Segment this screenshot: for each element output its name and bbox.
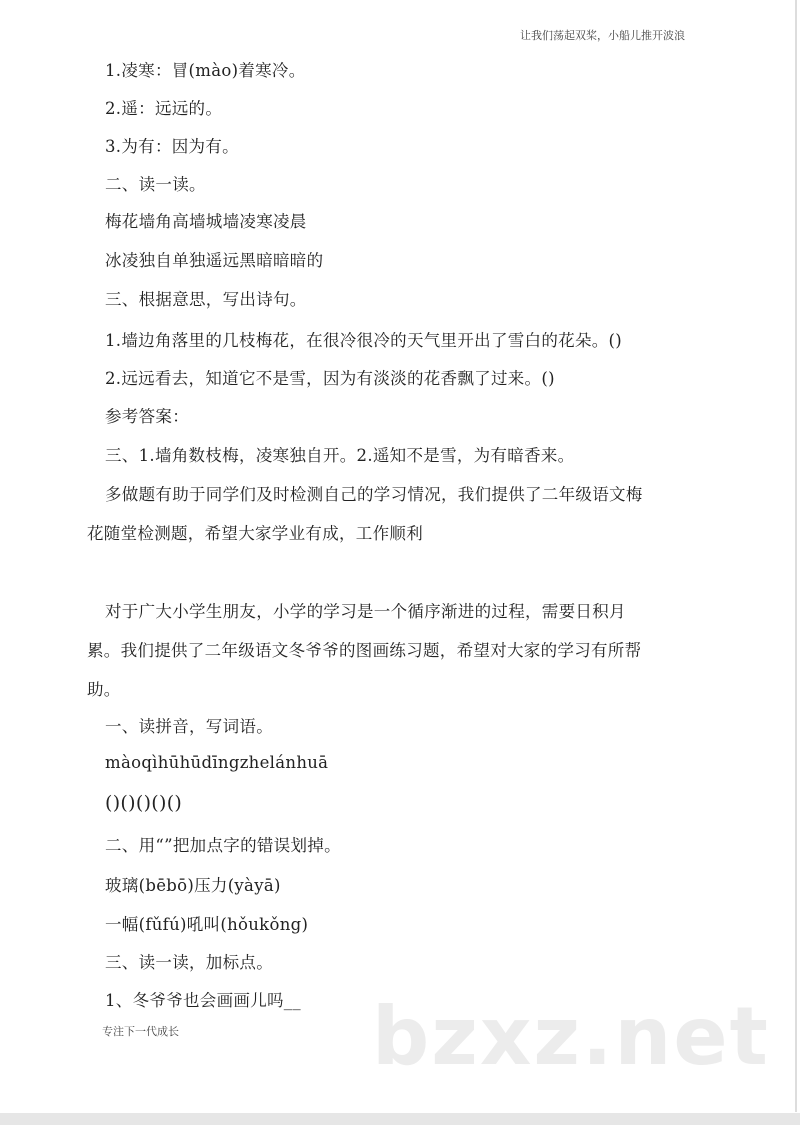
text-line: 一幅(fǔfú)吼叫(hǒukǒng) bbox=[105, 915, 309, 934]
paragraph-line: 对于广大小学生朋友，小学的学习是一个循序渐进的过程，需要日积月 bbox=[105, 602, 626, 621]
text-line: 1、冬爷爷也会画画儿吗__ bbox=[105, 991, 301, 1010]
text-line: 梅花墙角高墙城墙凌寒凌晨 bbox=[105, 212, 307, 231]
text-line: 1.凌寒：冒(mào)着寒冷。 bbox=[105, 61, 306, 80]
text-line: 1.墙边角落里的几枝梅花，在很冷很冷的天气里开出了雪白的花朵。() bbox=[105, 331, 623, 350]
section-heading: 一、读拼音，写词语。 bbox=[105, 717, 273, 736]
text-line: 冰凌独自单独遥远黑暗暗暗的 bbox=[105, 251, 324, 270]
answer-heading: 参考答案： bbox=[105, 407, 189, 426]
paragraph-line: 花随堂检测题，希望大家学业有成，工作顺利 bbox=[87, 524, 423, 543]
text-line: 三、1.墙角数枝梅，凌寒独自开。2.遥知不是雪，为有暗香来。 bbox=[105, 446, 575, 465]
page-separator bbox=[0, 1113, 800, 1125]
text-line: 2.远远看去，知道它不是雪，因为有淡淡的花香飘了过来。() bbox=[105, 369, 555, 388]
page-header: 让我们荡起双桨，小船儿推开波浪 bbox=[520, 29, 685, 42]
paragraph-line: 累。我们提供了二年级语文冬爷爷的图画练习题，希望对大家的学习有所帮 bbox=[87, 641, 642, 660]
page-footer: 专注下一代成长 bbox=[102, 1025, 179, 1038]
pinyin-line: màoqìhūhūdīngzhelánhuā bbox=[105, 753, 329, 772]
text-line: 2.遥：远远的。 bbox=[105, 99, 223, 118]
blank-brackets: ()()()()() bbox=[105, 792, 183, 814]
text-line: 3.为有：因为有。 bbox=[105, 137, 239, 156]
section-heading: 二、读一读。 bbox=[105, 175, 206, 194]
text-line: 玻璃(bēbō)压力(yàyā) bbox=[105, 876, 281, 895]
paragraph-line: 助。 bbox=[87, 680, 121, 699]
section-heading: 三、根据意思，写出诗句。 bbox=[105, 290, 307, 309]
section-heading: 三、读一读，加标点。 bbox=[105, 953, 273, 972]
watermark: bzxz.net bbox=[372, 990, 770, 1083]
paragraph-line: 多做题有助于同学们及时检测自己的学习情况，我们提供了二年级语文梅 bbox=[105, 485, 643, 504]
section-heading: 二、用“”把加点字的错误划掉。 bbox=[105, 836, 341, 855]
